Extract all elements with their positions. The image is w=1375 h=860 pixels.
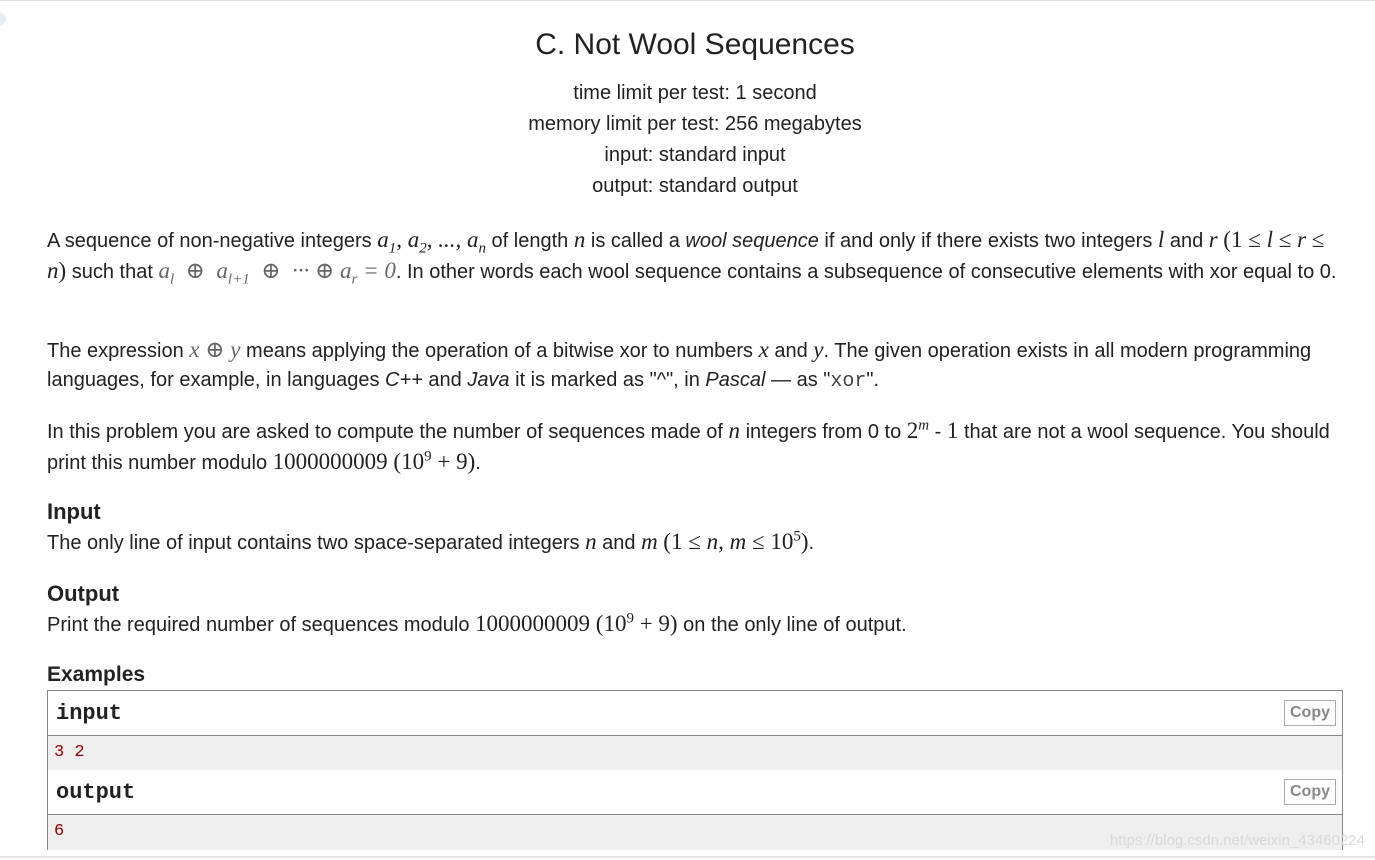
example-input-header (48, 691, 1342, 736)
corner-decoration (0, 12, 6, 26)
example-output-header (48, 770, 1342, 815)
output-section-text: Print the required number of sequences modulo 1000000009 $(10^9 + 9)$ on the only line of output. (47, 610, 907, 636)
input-section-text: The only line of input contains two space-separated integers n and m (1 ≤ n, $m \le 10^5$). (47, 528, 815, 554)
input-section-title: Input (47, 499, 101, 524)
input-type: input: standard input (604, 144, 786, 166)
math-xor-expression: x ⊕ y (189, 337, 241, 362)
math-xor-condition: $a_l$ ⊕ $a_{l+1}$ ⊕ ··· ⊕ $a_r = 0$ (158, 258, 396, 288)
example-input-label: input (56, 701, 123, 726)
copy-output-button[interactable]: Copy (1284, 779, 1336, 805)
statement-paragraph-3: In this problem you are asked to compute the number of sequences made of n integers from 0 to 2$^m$ - 1 that are not a wool sequence. You should print this number modulo 1000000009 $(10^9 + 9)$. (47, 417, 1330, 474)
math-constraints: (1 ≤ n, $m \le 10^5$) (663, 528, 809, 554)
examples-title: Examples (47, 663, 146, 686)
output-section-title: Output (47, 581, 120, 606)
example-output-value: 6 (54, 822, 65, 841)
math-sequence: $a_1$, $a_2$, ..., $a_n$ (377, 227, 486, 257)
example-input-block (47, 690, 1343, 772)
example-input-body (48, 736, 1342, 771)
math-modulo-output: 1000000009 $(10^9 + 9)$ (475, 610, 678, 636)
watermark: https://blog.csdn.net/weixin_43460224 (1109, 832, 1365, 849)
output-type: output: standard output (592, 175, 798, 197)
math-range: (1 ≤ l ≤ r ≤ n) (47, 227, 1325, 283)
time-limit: time limit per test: 1 second (573, 82, 817, 104)
statement-paragraph-1: A sequence of non-negative integers $a_1$, $a_2$, ..., $a_n$ of length n is called a wool sequence if and only if there exists two integers l and r (1 ≤ l ≤ r ≤ n) such that $a_l$ ⊕ $a_{l+1}$ ⊕ ··· ⊕ $a_r = 0$. In other words each wool sequence contains a subsequence of consecutive elements with xor equal to 0. (47, 227, 1337, 288)
memory-limit: memory limit per test: 256 megabytes (528, 113, 862, 135)
example-output-label: output (56, 780, 136, 805)
math-modulo: 1000000009 $(10^9 + 9)$ (272, 448, 476, 474)
top-border (0, 0, 1375, 1)
problem-title: C. Not Wool Sequences (535, 28, 855, 61)
bottom-border (0, 856, 1375, 858)
example-input-value: 3 2 (54, 743, 85, 762)
math-range-upper: 2$^m$ (906, 417, 930, 443)
copy-input-button[interactable]: Copy (1284, 700, 1336, 726)
statement-paragraph-2: The expression x ⊕ y means applying the operation of a bitwise xor to numbers x and y. The given operation exists in all modern programming languages, for example, in languages C++ and Java it is marked as "^", in Pascal — as "xor". (47, 337, 1312, 393)
